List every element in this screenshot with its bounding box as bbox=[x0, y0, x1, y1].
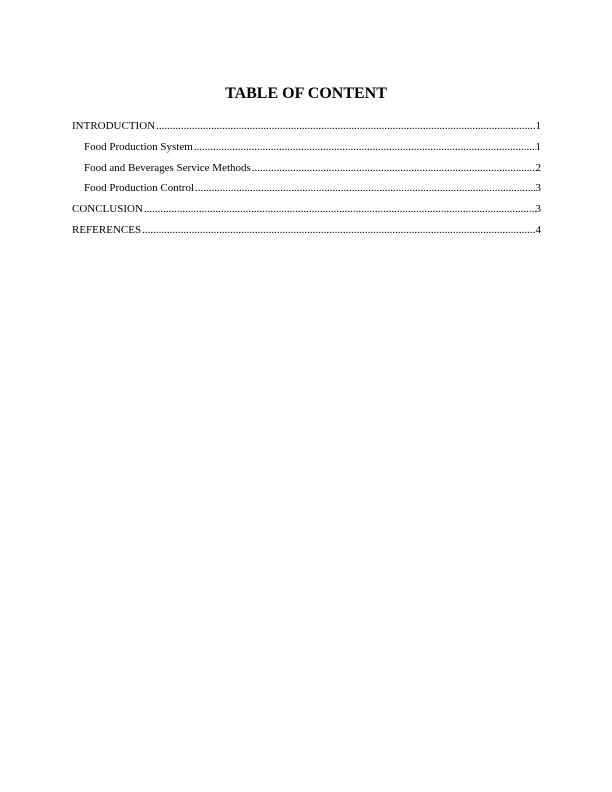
toc-dot-leader bbox=[142, 220, 535, 241]
toc-entry-food-production-control[interactable] bbox=[72, 178, 541, 199]
toc-entry-page-number: 4 bbox=[535, 223, 541, 236]
toc-entry-label: INTRODUCTION bbox=[72, 120, 156, 132]
toc-entry-label: Food Production Control bbox=[84, 182, 195, 195]
toc-entry-conclusion[interactable] bbox=[72, 199, 541, 220]
toc-entry-page-number: 1 bbox=[535, 140, 541, 153]
toc-entry-page-number: 2 bbox=[535, 161, 541, 174]
toc-dot-leader bbox=[156, 116, 535, 137]
toc-entry-food-production-system[interactable] bbox=[72, 137, 541, 158]
toc-entry-page-number: 1 bbox=[535, 120, 541, 132]
toc-dot-leader bbox=[195, 178, 535, 199]
toc-entry-label: Food and Beverages Service Methods bbox=[84, 161, 251, 174]
toc-title: TABLE OF CONTENT bbox=[225, 85, 387, 102]
toc-dot-leader bbox=[252, 158, 536, 179]
toc-list bbox=[72, 116, 541, 241]
toc-dot-leader bbox=[194, 137, 536, 158]
toc-entry-label: REFERENCES bbox=[72, 223, 142, 236]
toc-entry-food-and-beverages-service-methods[interactable] bbox=[72, 158, 541, 179]
toc-entry-page-number: 3 bbox=[535, 182, 541, 195]
toc-dot-leader bbox=[144, 199, 536, 220]
toc-entry-label: Food Production System bbox=[84, 140, 193, 153]
toc-entry-introduction[interactable] bbox=[72, 116, 541, 137]
toc-entry-page-number: 3 bbox=[535, 203, 541, 216]
toc-entry-label: CONCLUSION bbox=[72, 203, 143, 216]
toc-entry-references[interactable] bbox=[72, 220, 541, 241]
